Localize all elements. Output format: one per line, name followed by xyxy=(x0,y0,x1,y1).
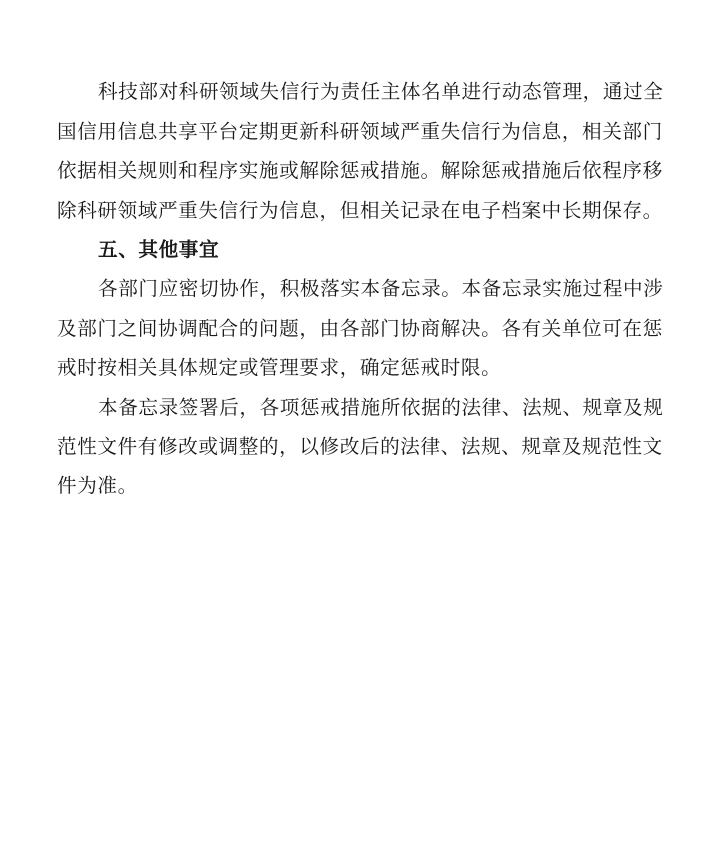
paragraph-line: 依据相关规则和程序实施或解除惩戒措施。解除惩戒措施后依程序移 xyxy=(57,159,663,182)
paragraph-line: 科技部对科研领域失信行为责任主体名单进行动态管理，通过全 xyxy=(98,80,664,103)
paragraph-line: 除科研领域严重失信行为信息，但相关记录在电子档案中长期保存。 xyxy=(57,199,663,222)
paragraph-line: 件为准。 xyxy=(57,474,138,497)
paragraph-line: 戒时按相关具体规定或管理要求，确定惩戒时限。 xyxy=(57,356,502,379)
paragraph-line: 及部门之间协调配合的问题，由各部门协商解决。各有关单位可在惩 xyxy=(57,317,663,340)
paragraph-line: 国信用信息共享平台定期更新科研领域严重失信行为信息，相关部门 xyxy=(57,120,663,143)
paragraph-line: 各部门应密切协作，积极落实本备忘录。本备忘录实施过程中涉 xyxy=(98,277,664,300)
section-heading: 五、其他事宜 xyxy=(98,238,220,261)
paragraph-line: 本备忘录签署后，各项惩戒措施所依据的法律、法规、规章及规 xyxy=(98,396,664,419)
paragraph-line: 范性文件有修改或调整的，以修改后的法律、法规、规章及规范性文 xyxy=(57,435,663,458)
